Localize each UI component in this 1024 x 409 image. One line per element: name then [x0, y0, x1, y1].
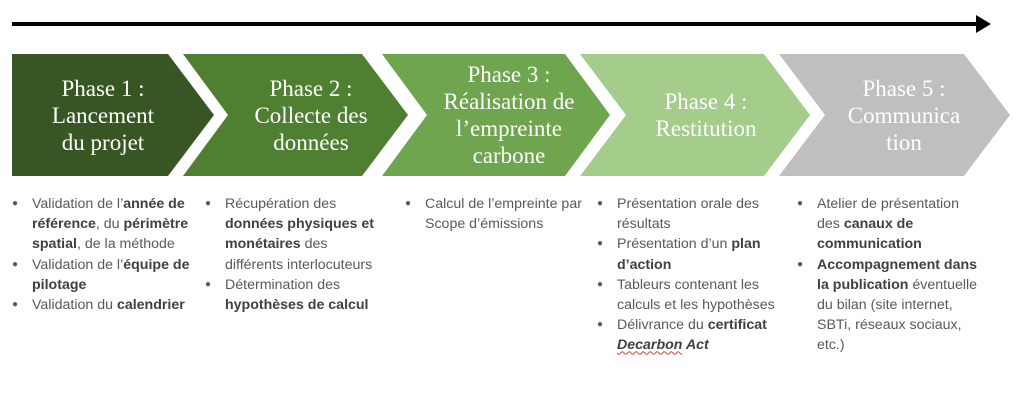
phase-2-bullet-1: ● Récupération des données physiques et monétaires des différents interlocuteurs — [205, 194, 387, 275]
phase-1-bullet-2: ● Validation de l’équipe de pilotage — [12, 255, 198, 295]
phase-4-bullet-4: ● Délivrance du certificat Decarbon Act — [597, 315, 777, 355]
phase-2-title-line-2: Collecte des — [254, 102, 368, 128]
phase-1-title-line-1: Phase 1 : — [61, 75, 145, 101]
phase-1-bullet-1: ● Validation de l’année de référence, du périmètre spatial, de la méthode — [12, 194, 198, 255]
phase-4-bullets — [597, 194, 777, 356]
phase-3-title-line-4: carbone — [472, 143, 546, 168]
phase-1-bullet-3: ● Validation du calendrier — [12, 295, 198, 315]
phase-2-bullets — [205, 194, 387, 315]
phase-1-bullets — [12, 194, 198, 315]
phase-2-title — [224, 56, 398, 174]
phase-5-title-line-1: Phase 5 : — [862, 75, 946, 101]
phase-3-title-line-2: Réalisation de — [443, 89, 575, 114]
phase-4-title — [618, 56, 794, 174]
phase-5-title-line-2: Communica — [847, 102, 961, 128]
phase-1-title-line-2: Lancement — [51, 102, 155, 128]
phase-5-title — [816, 56, 992, 174]
phase-1-title-line-3: du projet — [61, 129, 145, 155]
phase-4-bullet-3: ● Tableurs contenant les calculs et les hypothèses — [597, 275, 777, 315]
phase-1-title — [12, 56, 194, 174]
phase-2-title-line-1: Phase 2 : — [269, 75, 353, 101]
phase-2-title-line-3: données — [273, 129, 349, 155]
phase-2-bullet-2: ● Détermination des hypothèses de calcul — [205, 275, 387, 315]
phase-4-title-line-2: Restitution — [655, 116, 757, 141]
phase-5-bullet-2: ● Accompagnement dans la publication éventuelle du bilan (site internet, SBTi, réseaux sociaux, etc.) — [797, 255, 982, 356]
phase-3-title-line-3: l’empreinte — [455, 116, 562, 141]
phase-4-bullet-1: ● Présentation orale des résultats — [597, 194, 777, 234]
phase-3-bullet-1: ● Calcul de l’empreinte par Scope d’émissions — [405, 194, 585, 234]
phase-5-bullet-1: ● Atelier de présentation des canaux de communication — [797, 194, 982, 255]
phase-5-title-line-3: tion — [886, 129, 922, 155]
phase-3-title — [418, 56, 600, 174]
phase-5-bullets — [797, 194, 982, 356]
phase-4-title-line-1: Phase 4 : — [664, 89, 748, 114]
phase-3-title-line-1: Phase 3 : — [467, 62, 551, 87]
phase-4-bullet-2: ● Présentation d’un plan d’action — [597, 234, 777, 274]
phase-3-bullets — [405, 194, 585, 234]
